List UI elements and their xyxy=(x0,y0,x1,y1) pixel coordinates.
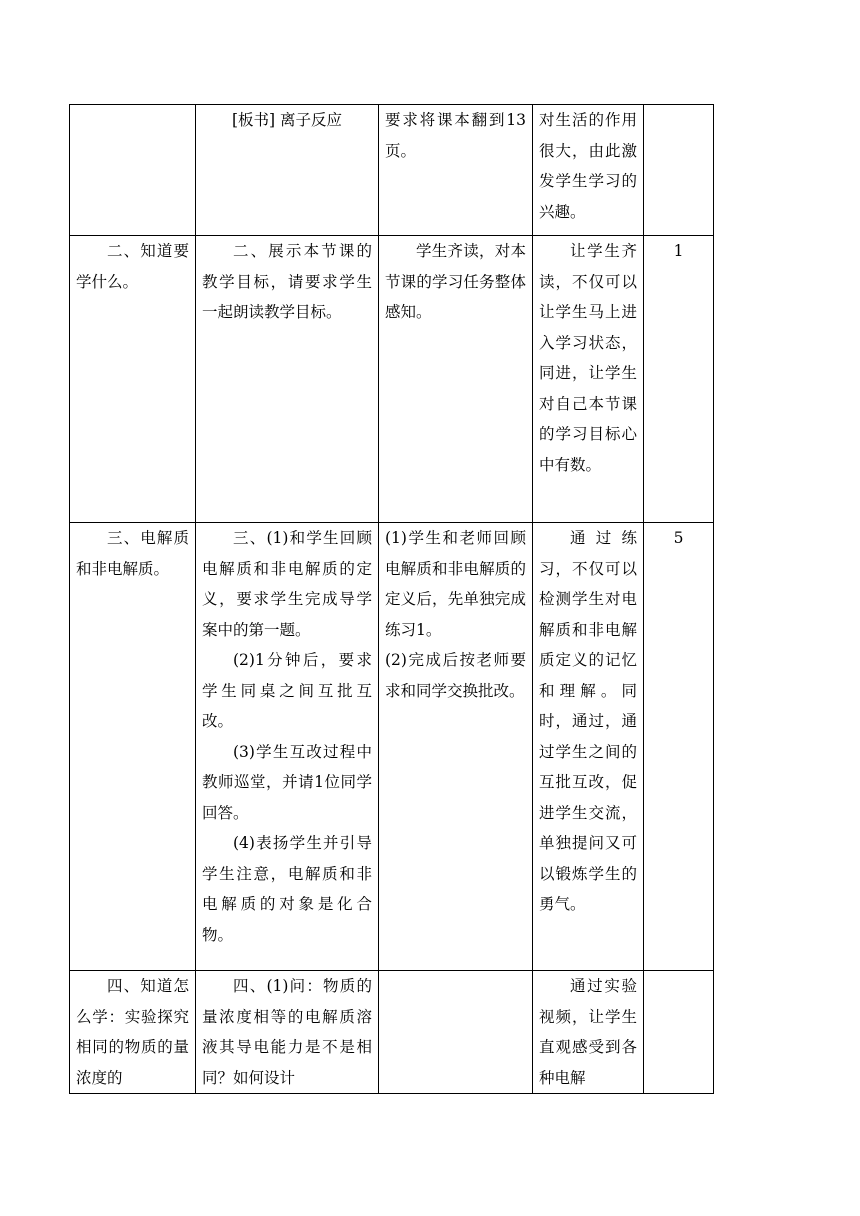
stage-cell: 四、知道怎么学：实验探究相同的物质的量浓度的 xyxy=(70,971,196,1094)
design-intent-cell: 让学生齐读，不仅可以让学生马上进入学习状态，同进，让学生对自己本节课的学习目标心中有数。 xyxy=(533,236,644,523)
stage-cell: 三、电解质和非电解质。 xyxy=(70,523,196,971)
time-cell xyxy=(644,971,714,1094)
stage-cell xyxy=(70,105,196,236)
lesson-plan-table xyxy=(69,104,714,1094)
table-row xyxy=(70,971,714,1094)
teacher-activity-cell: 三、(1)和学生回顾电解质和非电解质的定义，要求学生完成导学案中的第一题。 (2)1分钟后，要求学生同桌之间互批互改。 (3)学生互改过程中教师巡堂，并请1位同学回答。 (4)表扬学生并引导学生注意，电解质和非电解质的对象是化合物。 xyxy=(196,523,379,971)
design-intent-cell: 对生活的作用很大，由此激发学生学习的兴趣。 xyxy=(533,105,644,236)
student-activity-cell: 要求将课本翻到13页。 xyxy=(379,105,533,236)
teacher-activity-cell: [板书] 离子反应 xyxy=(196,105,379,236)
student-activity-cell: (1)学生和老师回顾电解质和非电解质的定义后，先单独完成练习1。 (2)完成后按老师要求和同学交换批改。 xyxy=(379,523,533,971)
student-activity-cell xyxy=(379,971,533,1094)
table-row xyxy=(70,105,714,236)
stage-cell: 二、知道要学什么。 xyxy=(70,236,196,523)
design-intent-cell: 通过练习，不仅可以检测学生对电解质和非电解质定义的记忆和理解。同时，通过，通过学生之间的互批互改，促进学生交流，单独提问又可以锻炼学生的勇气。 xyxy=(533,523,644,971)
table-row xyxy=(70,236,714,523)
teacher-activity-cell: 二、展示本节课的教学目标，请要求学生一起朗读教学目标。 xyxy=(196,236,379,523)
design-intent-cell: 通过实验视频，让学生直观感受到各种电解 xyxy=(533,971,644,1094)
teacher-activity-cell: 四、(1)问：物质的量浓度相等的电解质溶液其导电能力是不是相同？如何设计 xyxy=(196,971,379,1094)
table-row xyxy=(70,523,714,971)
student-activity-cell: 学生齐读，对本节课的学习任务整体感知。 xyxy=(379,236,533,523)
time-cell: 1 xyxy=(644,236,714,523)
time-cell: 5 xyxy=(644,523,714,971)
time-cell xyxy=(644,105,714,236)
